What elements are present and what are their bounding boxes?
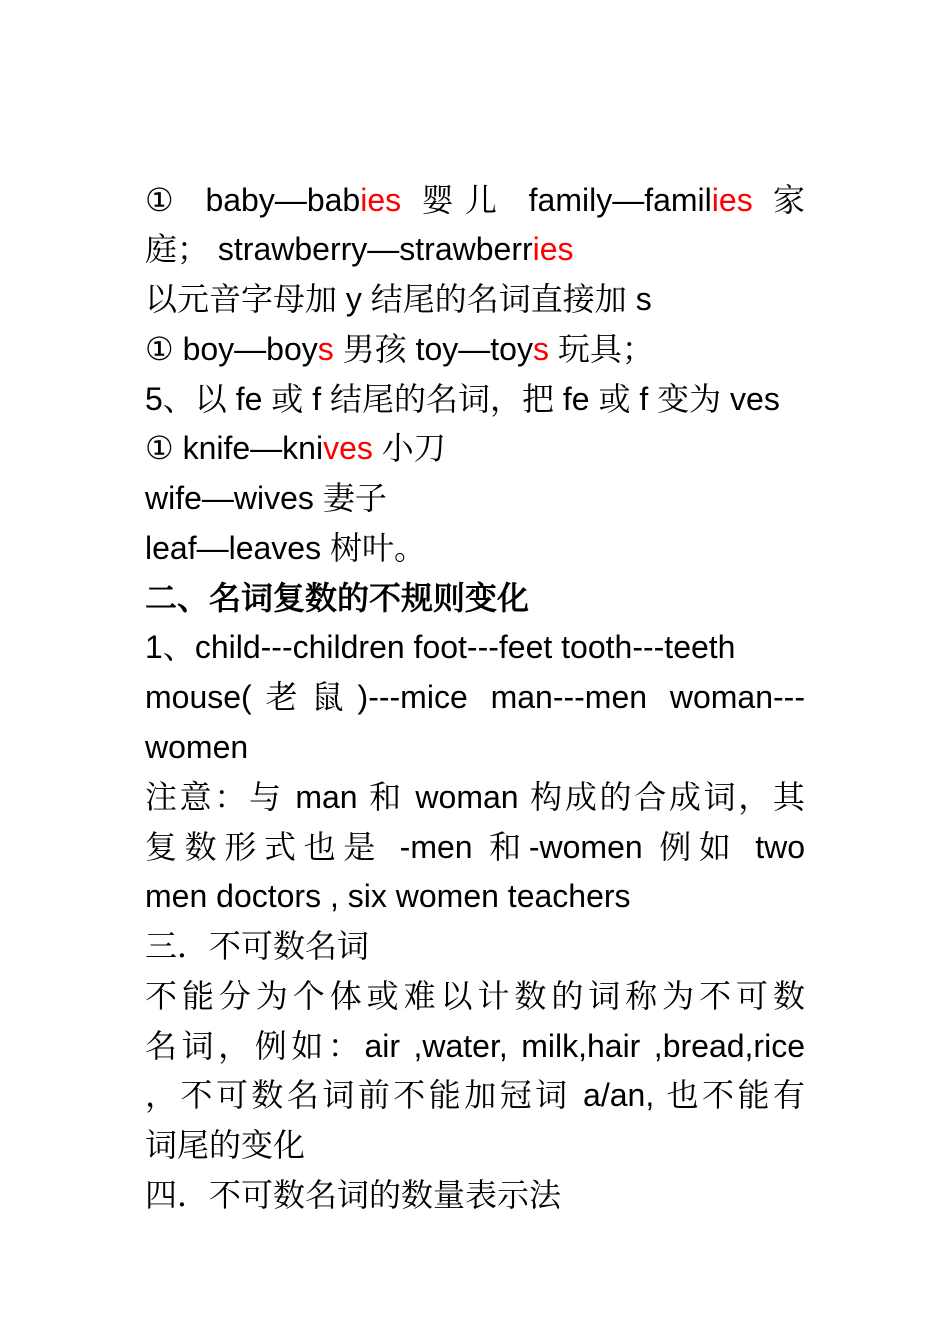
- text-segment: ，不可数名词前不能加冠词 a/an, 也不能有: [145, 1076, 805, 1114]
- text-segment: leaf—leaves 树叶。: [145, 529, 426, 567]
- section-heading-uncountable: [145, 923, 369, 969]
- text-segment: ① boy—boy: [145, 330, 318, 368]
- text-segment: 四．不可数名词的数量表示法: [145, 1176, 562, 1214]
- text-segment: wife—wives 妻子: [145, 479, 387, 517]
- text-segment: 不能分为个体或难以计数的词称为不可数: [145, 977, 805, 1015]
- line-8: [145, 525, 426, 571]
- text-segment: 玩具；: [557, 330, 654, 368]
- line-15: [145, 873, 631, 919]
- line-6: [145, 425, 446, 471]
- line-14: [145, 824, 805, 870]
- plural-suffix: s: [317, 331, 334, 367]
- text-segment: 注意：与 man 和 woman 构成的合成词，其: [145, 778, 805, 816]
- section-heading-uncountable-quantity: [145, 1172, 561, 1218]
- text-segment: 名词，例如：air ,water, milk,hair ,bread,rice: [145, 1027, 805, 1065]
- plural-suffix: ies: [360, 182, 402, 218]
- line-2: [145, 226, 574, 272]
- text-segment: 以元音字母加 y 结尾的名词直接加 s: [145, 280, 652, 318]
- section-heading-irregular-plurals: [145, 575, 529, 621]
- text-segment: women: [145, 729, 249, 765]
- line-11: [145, 674, 805, 720]
- plural-suffix: s: [532, 331, 549, 367]
- text-segment: 小刀: [381, 429, 446, 467]
- text-segment: 男孩 toy—toy: [342, 330, 533, 368]
- text-segment: men doctors , six women teachers: [145, 878, 631, 914]
- line-10: [145, 624, 735, 670]
- text-segment: 三．不可数名词: [145, 927, 370, 965]
- plural-suffix: ies: [711, 182, 753, 218]
- line-13: [145, 774, 805, 820]
- text-segment: mouse(老鼠)---mice man---men woman---: [145, 678, 805, 716]
- line-5: [145, 376, 780, 422]
- plural-suffix: ves: [323, 430, 373, 466]
- line-4: [145, 326, 654, 372]
- text-segment: 家: [773, 181, 806, 219]
- text-segment: ① knife—kni: [145, 429, 324, 467]
- text-segment: 5、以 fe 或 f 结尾的名词，把 fe 或 f 变为 ves: [145, 380, 780, 418]
- line-7: [145, 475, 387, 521]
- text-segment: 词尾的变化: [145, 1126, 306, 1164]
- line-18: [145, 1023, 805, 1069]
- line-12: [145, 724, 248, 770]
- plural-suffix: ies: [532, 231, 574, 267]
- text-segment: ① baby—bab: [145, 181, 361, 219]
- line-19: [145, 1072, 805, 1118]
- text-segment: 复数形式也是 -men 和-women 例如 two: [145, 828, 805, 866]
- text-segment: 婴儿 family—famil: [421, 181, 712, 219]
- line-20: [145, 1122, 305, 1168]
- text-segment: 二、名词复数的不规则变化: [145, 579, 530, 617]
- text-segment: 1、child---children foot---feet tooth---teeth: [145, 628, 736, 666]
- line-3: [145, 276, 652, 322]
- text-segment: 庭； strawberry—strawberr: [145, 230, 533, 268]
- line-17: [145, 973, 805, 1019]
- line-1: [145, 177, 805, 223]
